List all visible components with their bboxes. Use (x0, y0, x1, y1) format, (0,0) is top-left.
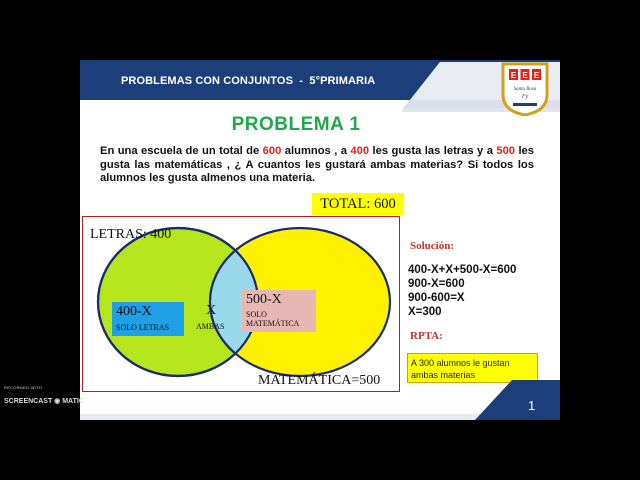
svg-text:E: E (510, 71, 517, 80)
recorder-brand: SCREENCAST ◉ MATIC (4, 398, 84, 405)
problem-statement: En una escuela de un total de 600 alumnos , a 400 les gusta las letras y a 500 les gusta las matemáticas , ¿ A cuantos les gustará ambas materias? Si todos los alumnos les gusta almenos una materia. (100, 145, 535, 184)
total-badge: TOTAL: 600 (312, 193, 404, 215)
problem-title: PROBLEMA 1 (231, 114, 361, 135)
page-number: 1 (528, 398, 536, 413)
solution-step: 900-X=600 (408, 278, 465, 290)
ambas-value: X (206, 303, 217, 318)
slide (80, 60, 560, 420)
only-matematica-value: 500-X (246, 292, 282, 307)
rpta-label: RPTA: (410, 330, 443, 342)
ambas-caption: AMBAS (196, 322, 225, 331)
svg-text:Santa Rosa: Santa Rosa (513, 87, 537, 92)
recorder-caption: RECORDED WITH (4, 385, 43, 390)
svg-text:E: E (533, 71, 540, 80)
matematica-number: 500 (496, 145, 516, 157)
solution-step: 900-600=X (408, 292, 465, 304)
only-letras-caption: SOLO LETRAS (116, 323, 170, 332)
matematica-label: MATEMÁTICA=500 (258, 373, 381, 388)
total-number: 600 (262, 145, 282, 157)
answer-box: A 300 alumnos le gustan ambas materias (407, 353, 538, 383)
solution-step: X=300 (408, 306, 442, 318)
only-letras-value: 400-X (116, 304, 152, 319)
svg-text:Fy: Fy (521, 94, 529, 100)
letras-label: LETRAS: 400 (90, 227, 172, 242)
footer-band (80, 380, 560, 420)
svg-text:E: E (522, 71, 528, 80)
letras-number: 400 (350, 145, 370, 157)
only-matematica-caption: SOLO MATEMÁTICA (246, 310, 300, 328)
solution-steps (408, 263, 516, 319)
solution-step: 400-X+X+500-X=600 (408, 264, 517, 276)
solution-label: Solución: (410, 240, 455, 252)
header-title: PROBLEMAS CON CONJUNTOS - 5°PRIMARIA (121, 75, 376, 87)
recorder-watermark (4, 385, 84, 408)
